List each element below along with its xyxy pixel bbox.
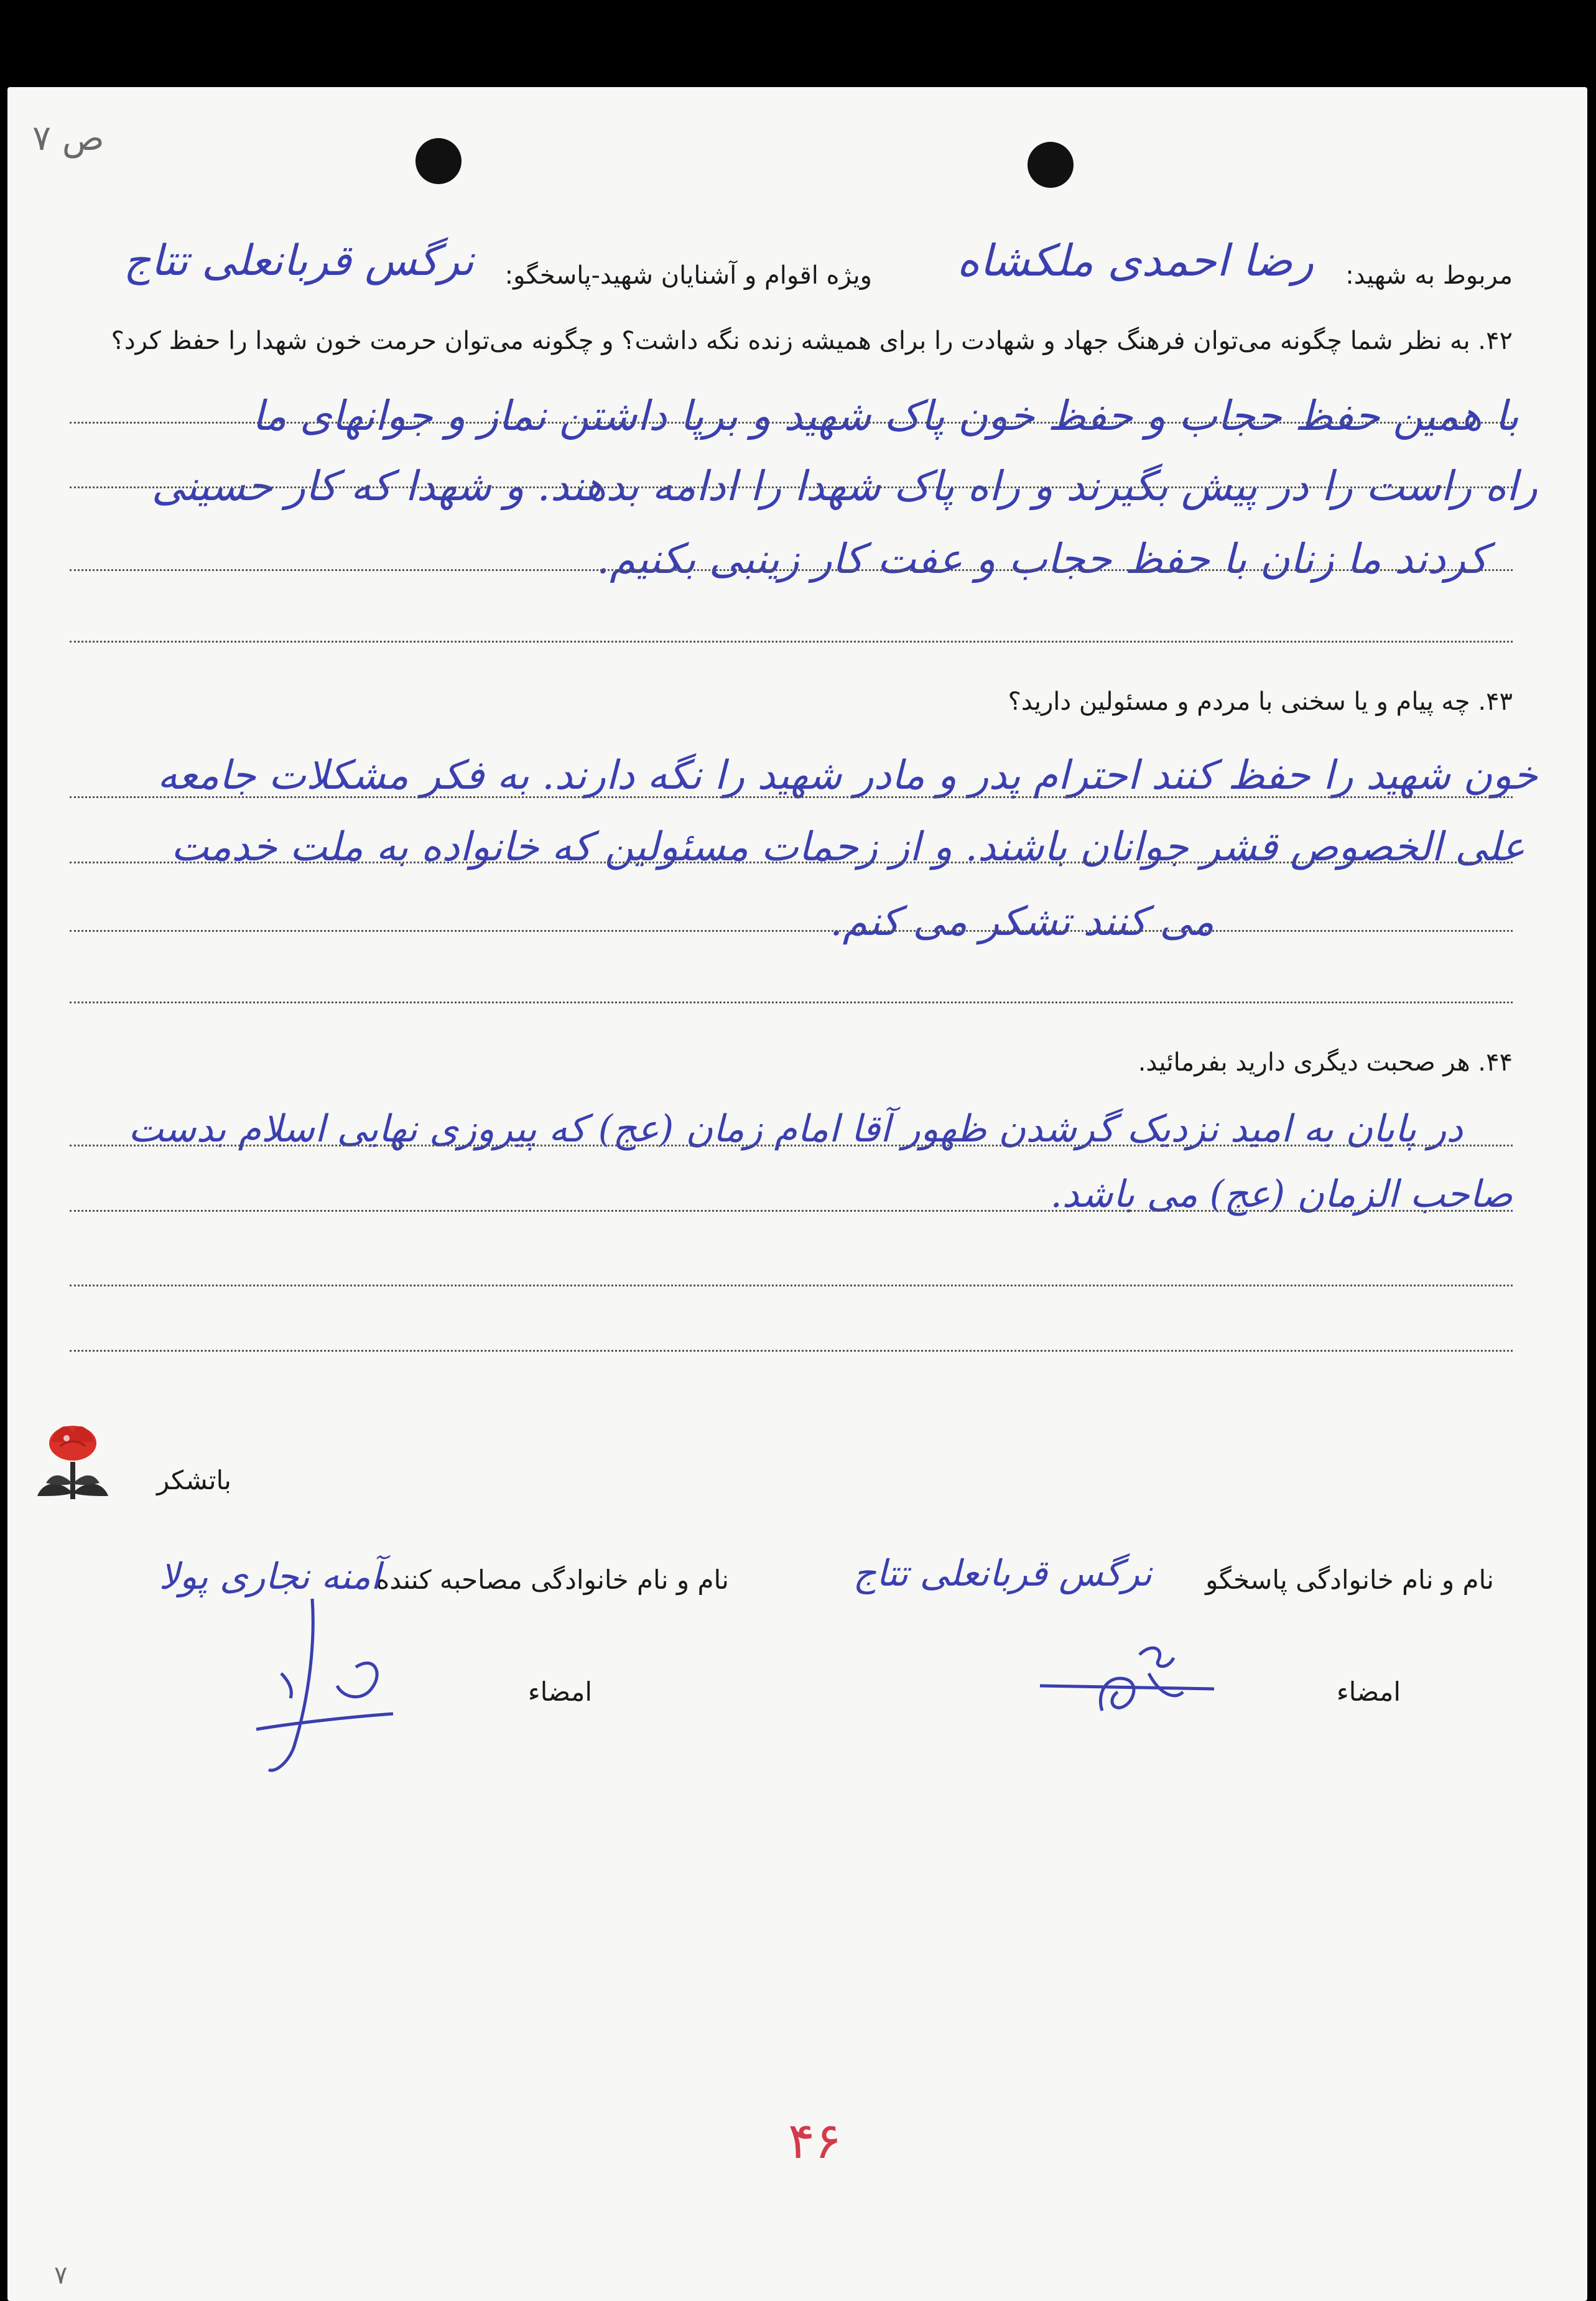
respondent-name-footer: نرگس قربانعلی تتاج <box>853 1552 1152 1594</box>
question-44: ۴۴. هر صحبت دیگری دارید بفرمائید. <box>1138 1048 1513 1077</box>
dotted-line <box>70 930 1513 932</box>
dotted-line <box>70 1350 1513 1352</box>
dotted-line <box>70 1210 1513 1212</box>
answer-44-line-2: صاحب الزمان (عج) می باشد. <box>1050 1173 1513 1216</box>
dotted-line <box>70 486 1513 488</box>
interviewer-label: نام و نام خانوادگی مصاحبه کننده <box>376 1564 729 1595</box>
martyr-name: رضا احمدی ملکشاه <box>957 235 1314 286</box>
dotted-line <box>70 1002 1513 1003</box>
interviewer-signature-label: امضاء <box>527 1676 592 1707</box>
respondent-name-header: نرگس قربانعلی تتاج <box>123 236 474 286</box>
dotted-line <box>70 862 1513 863</box>
dotted-line <box>70 1285 1513 1286</box>
dotted-line <box>70 569 1513 571</box>
answer-43-line-2: علی الخصوص قشر جوانان باشند. و از زحمات مسئولین که خانواده به ملت خدمت <box>171 824 1525 870</box>
respondent-label: نام و نام خانوادگی پاسخگو <box>1205 1564 1494 1595</box>
dotted-line <box>70 796 1513 798</box>
handwritten-page-number: ۴۶ <box>788 2112 842 2170</box>
printed-page-number: ۷ <box>54 2261 68 2290</box>
answer-42-line-2: راه راست را در پیش بگیرند و راه پاک شهدا را ادامه بدهند. و شهدا که کار حسینی <box>151 462 1538 510</box>
interviewer-signature <box>244 1586 406 1785</box>
answer-42-line-1: با همین حفظ حجاب و حفظ خون پاک شهید و برپا داشتن نماز و جوانهای ما <box>252 392 1519 440</box>
answer-43-line-1: خون شهید را حفظ کنند احترام پدر و مادر شهید را نگه دارند. به فکر مشکلات جامعه <box>157 753 1538 799</box>
dotted-line <box>70 641 1513 643</box>
punch-hole-right <box>1028 142 1074 188</box>
respondent-signature <box>1034 1630 1220 1723</box>
dotted-line <box>70 422 1513 424</box>
answer-42-line-3: کردند ما زنان با حفظ حجاب و عفت کار زینبی بکنیم. <box>596 535 1488 583</box>
corner-mark: ص ۷ <box>32 118 104 159</box>
answer-44-line-1: در پایان به امید نزدیک گرشدن ظهور آقا امام زمان (عج) که پیروزی نهایی اسلام بدست <box>128 1107 1463 1151</box>
question-43: ۴۳. چه پیام و یا سخنی با مردم و مسئولین دارید؟ <box>1008 687 1513 716</box>
form-page <box>7 87 1587 2301</box>
flower-icon <box>32 1418 113 1508</box>
interviewer-name: آمنه نجاری پولا <box>159 1555 381 1597</box>
martyr-label: مربوط به شهید: <box>1345 261 1513 290</box>
category-label: ویژه اقوام و آشنایان شهید-پاسخگو: <box>504 261 872 290</box>
answer-43-line-3: می کنند تشکر می کنم. <box>830 899 1214 945</box>
dotted-line <box>70 1145 1513 1146</box>
question-42: ۴۲. به نظر شما چگونه می‌توان فرهنگ جهاد و شهادت را برای همیشه زنده نگه داشت؟ و چگونه می‌توان حرمت خون شهدا را حفظ کرد؟ <box>111 327 1513 355</box>
thanks-text: باتشکر <box>156 1465 231 1495</box>
punch-hole-left <box>415 138 462 184</box>
respondent-signature-label: امضاء <box>1336 1676 1401 1707</box>
